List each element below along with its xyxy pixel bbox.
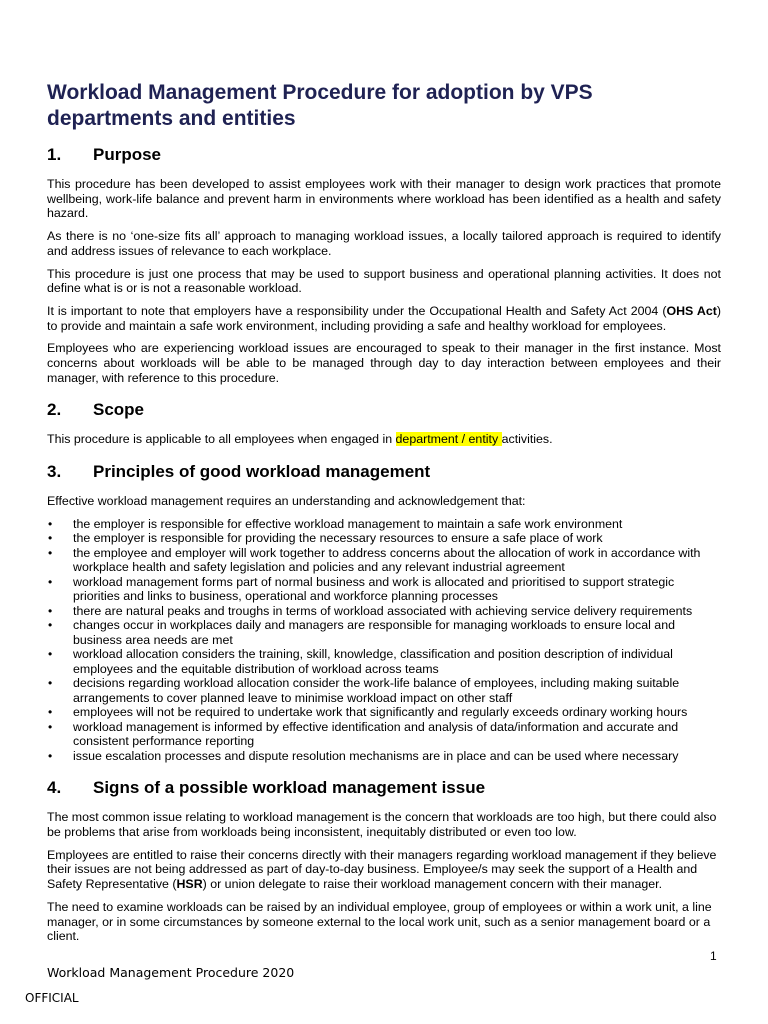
page-footer: Workload Management Procedure 2020 [47,965,295,980]
section-purpose [47,145,721,385]
signs-paragraph-2 [47,848,721,892]
list-item: • changes occur in workplaces daily and managers are responsible for managing workloads to ensure local and business area needs are met [47,618,721,647]
section-title: Purpose [93,145,162,164]
document-page [47,80,721,952]
section-number: 1. [47,145,62,164]
section-principles [47,462,721,763]
section-scope [47,400,721,447]
hsr-text-after: ) or union delegate to raise their workload management concern with their manager. [202,877,663,892]
section-title: Scope [93,400,145,420]
purpose-paragraph-ohs [47,304,721,333]
ohs-text-before: It is important to note that employers have a responsibility under the Occupational Health and Safety Act 2004 ( [47,303,667,318]
list-item: • the employee and employer will work together to address concerns about the allocation of work in accordance with workplace health and safety legislation and policies and any relevant industrial agreement [47,546,721,575]
principles-list [47,517,721,764]
scope-text-after: activities. [501,432,553,447]
section-signs [47,778,721,944]
hsr-abbrev: HSR [176,877,203,892]
section-heading [47,462,721,482]
section-heading [47,778,721,798]
list-item: • the employer is responsible for providing the necessary resources to ensure a safe place of work [47,531,721,546]
scope-paragraph [47,432,721,447]
list-item: • there are natural peaks and troughs in terms of workload associated with achieving service delivery requirements [47,604,721,619]
document-title: Workload Management Procedure for adoption by VPS departments and entities [47,81,593,130]
page-number: 1 [710,949,717,963]
hsr-text-before: Employees are entitled to raise their concerns directly with their managers regarding workload management if they believe their issues are not being addressed as part of day-to-day business. Employee/s may seek the support of a Health and Safety Representative ( [47,847,717,892]
ohs-act-abbrev: OHS Act [666,303,717,318]
section-heading [47,145,721,165]
signs-paragraph-3: The need to examine workloads can be raised by an individual employee, group of employees or within a work unit, a line manager, or in some circumstances by someone external to the local work unit, such as a senior management board or a client. [47,899,712,944]
purpose-paragraph-3: This procedure is just one process that may be used to support business and operational planning activities. It does not define what is or is not a reasonable workload. [47,266,721,296]
section-number: 2. [47,400,62,420]
section-heading [47,400,721,420]
list-item: • issue escalation processes and dispute resolution mechanisms are in place and can be used where necessary [47,749,721,764]
classification-label: OFFICIAL [25,991,79,1005]
list-item: • workload allocation considers the training, skill, knowledge, classification and position description of individual employees and the equitable distribution of workload across teams [47,647,721,676]
purpose-paragraph-4: Employees who are experiencing workload issues are encouraged to speak to their manager in the first instance. Most concerns about workloads will be able to be managed through day to day interaction between employees and their manager, with reference to this procedure. [47,341,721,385]
section-number: 3. [47,462,62,482]
purpose-paragraph-1: This procedure has been developed to assist employees work with their manager to design work practices that promote wellbeing, work-life balance and prevent harm in environments where workload has been identified as a health and safety hazard. [47,177,721,221]
list-item: • the employer is responsible for effective workload management to maintain a safe work environment [47,517,721,532]
section-number: 4. [47,778,62,798]
list-item: • workload management is informed by effective identification and analysis of data/information and accurate and consistent performance reporting [47,720,721,749]
list-item: • employees will not be required to undertake work that significantly and regularly exceeds ordinary working hours [47,705,721,720]
highlighted-placeholder: department / entity [395,432,502,447]
list-item: • decisions regarding workload allocation consider the work-life balance of employees, including making suitable arrangements to cover planned leave to minimise workload impact on other staff [47,676,721,705]
ohs-text-after: ) to provide and maintain a safe work environment, including providing a safe and healthy workload for employees. [47,303,721,333]
section-title: Principles of good workload management [93,462,431,482]
scope-text-before: This procedure is applicable to all employees when engaged in [47,432,396,447]
section-title: Signs of a possible workload management issue [93,778,486,798]
signs-paragraph-1: The most common issue relating to workload management is the concern that workloads are too high, but there could also be problems that arise from workloads being inconsistent, inequitably distributed or even too low. [47,810,717,840]
list-item: • workload management forms part of normal business and work is allocated and prioritised to support strategic priorities and links to business, operational and workforce planning processes [47,575,721,604]
purpose-paragraph-2: As there is no ‘one-size fits all’ approach to managing workload issues, a locally tailored approach is required to identify and address issues of relevance to each workplace. [47,229,721,258]
principles-intro: Effective workload management requires an understanding and acknowledgement that: [47,494,526,509]
